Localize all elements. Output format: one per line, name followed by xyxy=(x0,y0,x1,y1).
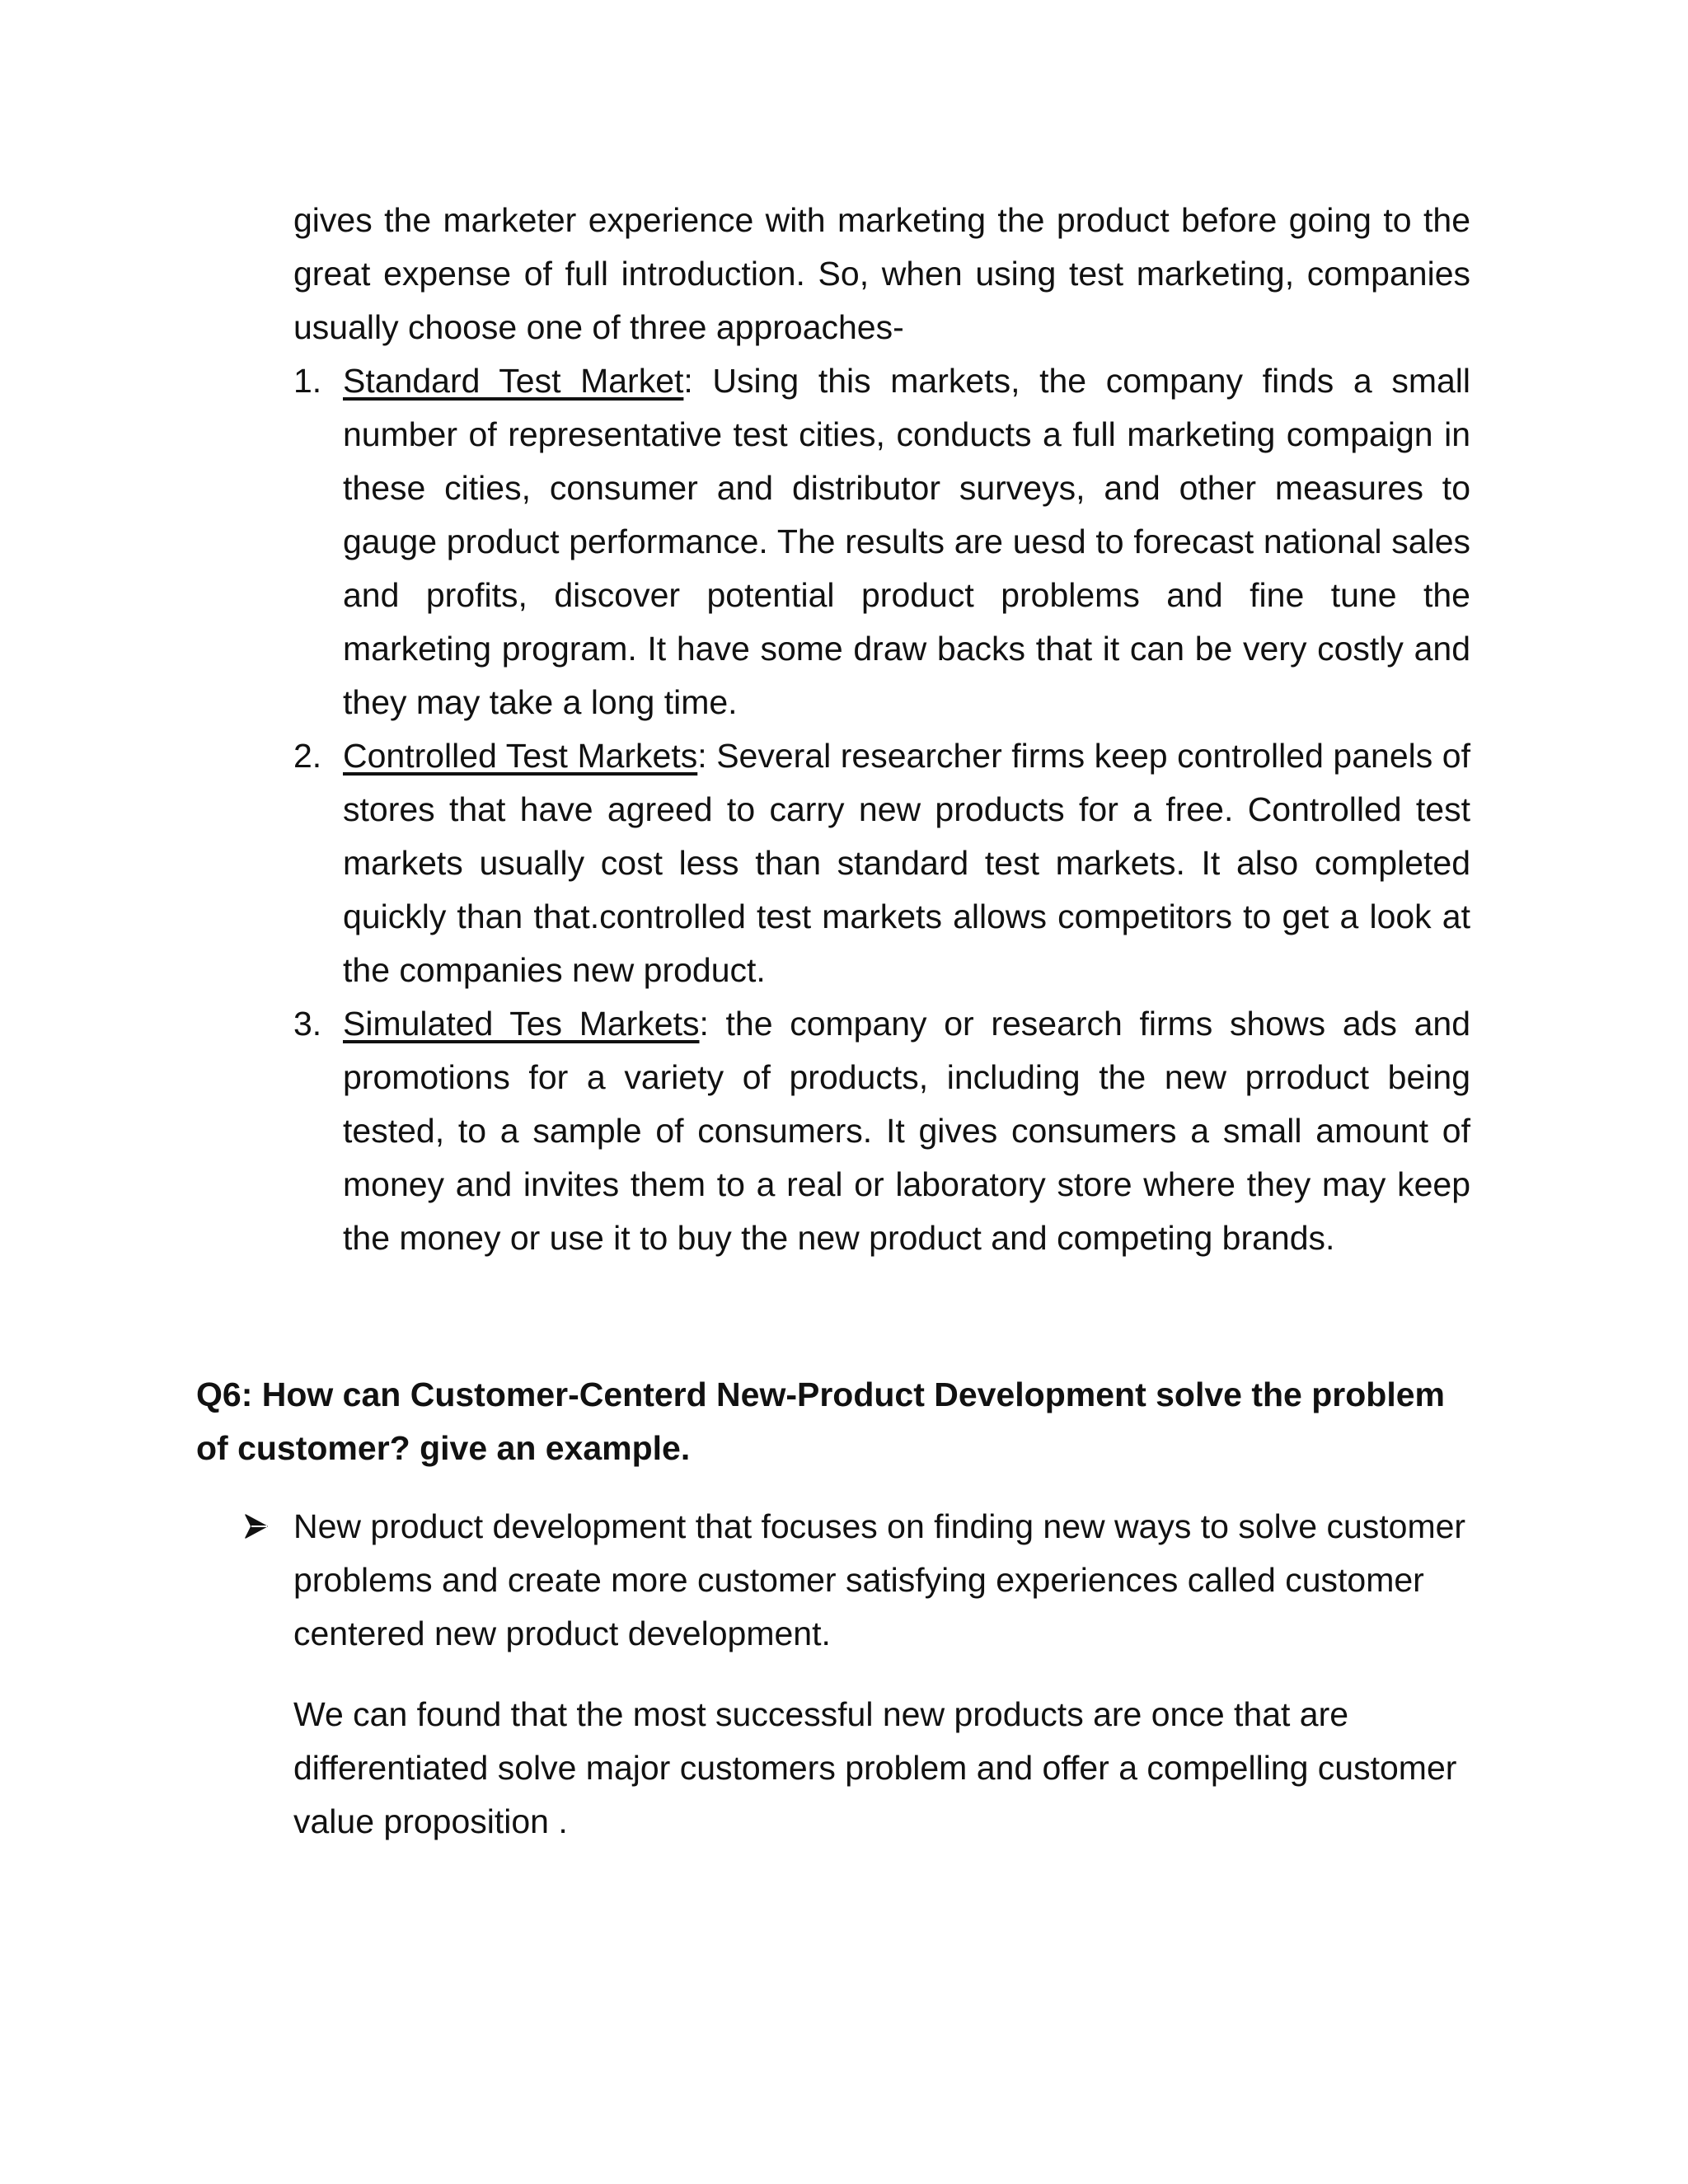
question-heading: Q6: How can Customer-Centerd New-Product Development solve the problem of customer? give an example. xyxy=(196,1376,1445,1467)
list-term: Simulated Tes Markets xyxy=(343,1005,700,1043)
list-text: : the company or research firms shows ads and promotions for a variety of products, including the new prroduct being tested, to a sample of consumers. It gives consumers a small amount of money and invites them to a real or laboratory store where they may keep the money or use it to buy the new product and competing brands. xyxy=(343,1005,1470,1257)
intro-paragraph: gives the marketer experience with marketing the product before going to the great expense of full introduction. So, when using test marketing, companies usually choose one of three approaches- xyxy=(293,201,1470,346)
answer-bullet-text: New product development that focuses on finding new ways to solve customer problems and create more customer satisfying experiences called customer centered new product development. xyxy=(293,1507,1466,1652)
arrow-bullet-icon xyxy=(244,1500,272,1554)
list-term: Controlled Test Markets xyxy=(343,737,698,775)
list-number: 1. xyxy=(293,362,322,400)
list-number: 2. xyxy=(293,737,322,775)
list-text: : Using this markets, the company finds a small number of representative test cities, conducts a full marketing compaign in these cities, consumer and distributor surveys, and other measures to gauge product performance. The results are uesd to forecast national sales and profits, discover potential product problems and fine tune the marketing program. It have some draw backs that it can be very costly and they may take a long time. xyxy=(343,362,1470,721)
list-item xyxy=(293,729,1470,997)
list-term: Standard Test Market xyxy=(343,362,684,400)
list-text: : Several researcher firms keep controlled panels of stores that have agreed to carry new products for a free. Controlled test markets usually cost less than standard test markets. It also completed quickly than that.controlled test markets allows competitors to get a look at the companies new product. xyxy=(343,737,1470,989)
answer-bullet-paragraph xyxy=(293,1500,1470,1661)
list-item xyxy=(293,997,1470,1265)
answer-follow-paragraph: We can found that the most successful new products are once that are differentiated solve major customers problem and offer a compelling customer value proposition . xyxy=(293,1695,1457,1840)
list-number: 3. xyxy=(293,1005,322,1043)
list-item xyxy=(293,354,1470,729)
approaches-list xyxy=(293,354,1470,1265)
